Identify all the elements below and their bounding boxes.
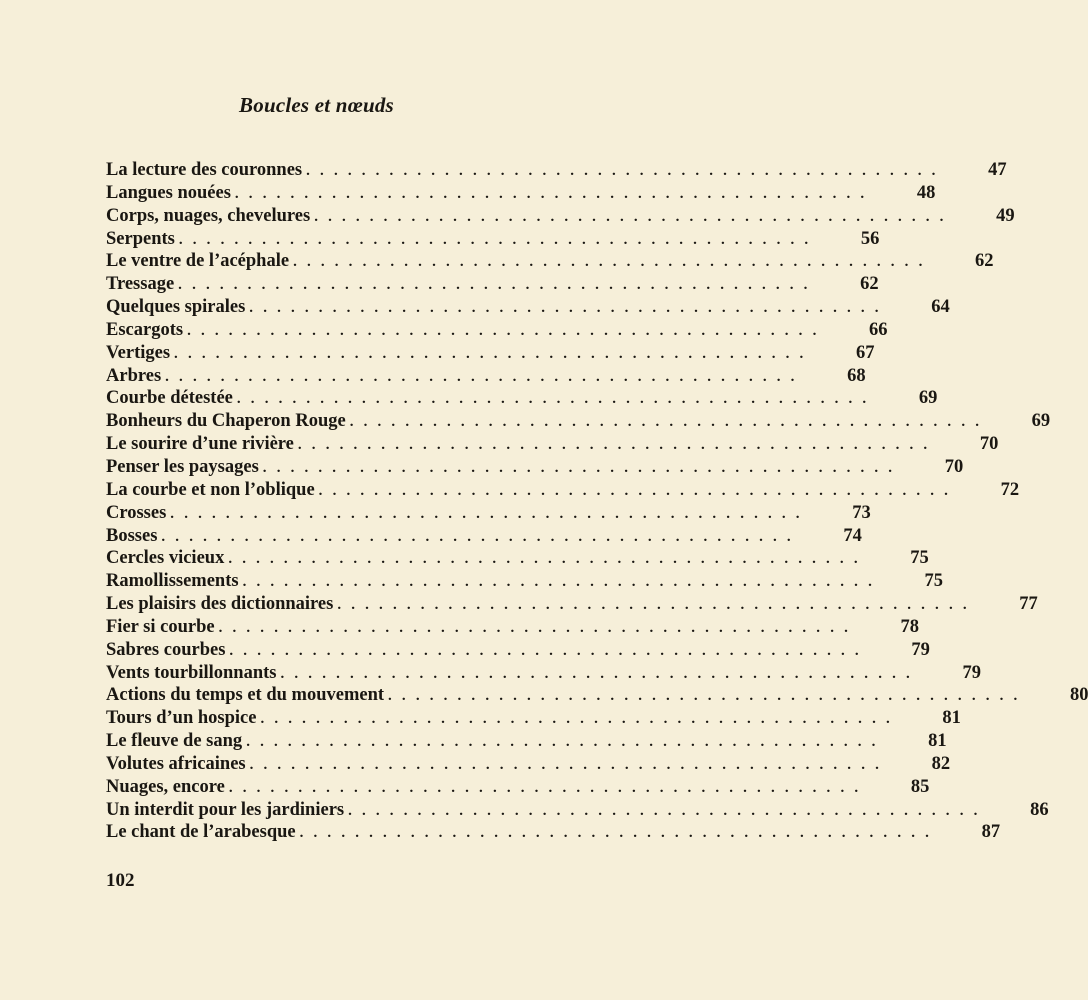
toc-dot-leader: . . . . . . . . . . . . . . . . . . . . . . . . . . . . . . . . . . . . . . . . . . . . . . [260,711,893,728]
toc-entry [106,616,920,640]
toc-entry-page: 68 [847,365,866,386]
toc-dot-leader: . . . . . . . . . . . . . . . . . . . . . . . . . . . . . . . . . . . . . . . . . . . . . . [297,437,931,454]
toc-entry-title: Vertiges [106,342,171,363]
toc-entry-title: Bosses [106,525,158,546]
toc-dot-leader: . . . . . . . . . . . . . . . . . . . . . . . . . . . . . . . . . . . . . . . . . . . . . . [229,642,862,659]
toc-entry-page: 48 [916,182,936,203]
toc-entry [106,776,930,800]
toc-entry [106,434,999,457]
toc-dot-leader: . . . . . . . . . . . . . . . . . . . . . . . . . . . . . . . . . . . . . . . . . . . . . . [170,505,803,522]
toc-entry [106,160,1007,183]
toc-entry-page: 75 [910,548,929,569]
toc-entry-page: 75 [924,571,944,592]
toc-dot-leader: . . . . . . . . . . . . . . . . . . . . . . . . . . . . . . . . . . . . . . . . . . . . . . [187,322,820,339]
toc-entry-page: 86 [1030,799,1049,820]
toc-entry-title: La lecture des couronnes [106,160,303,180]
toc-entry [106,456,964,480]
toc-entry [106,571,944,594]
toc-entry-title: Nuages, encore [106,776,225,797]
toc-entry-page: 72 [1000,479,1020,500]
toc-entry [106,297,950,320]
toc-entry [106,639,930,663]
toc-entry-page: 70 [944,456,964,477]
toc-dot-leader: . . . . . . . . . . . . . . . . . . . . . . . . . . . . . . . . . . . . . . . . . . . . . . [388,688,1021,705]
toc-entry [106,388,938,411]
toc-entry-page: 81 [928,731,947,752]
toc-entry [106,205,1015,229]
toc-entry-title: Cercles vicieux [106,548,225,569]
toc-entry [106,708,961,731]
toc-entry-page: 69 [1031,411,1051,432]
toc-entry-page: 82 [931,753,951,774]
toc-dot-leader: . . . . . . . . . . . . . . . . . . . . . . . . . . . . . . . . . . . . . . . . . . . . . . [262,459,896,476]
toc-entry-page: 49 [996,205,1015,226]
toc-entry-page: 85 [910,776,930,797]
toc-dot-leader: . . . . . . . . . . . . . . . . . . . . . . . . . . . . . . . . . . . . . . . . . . . . . . [293,254,926,271]
toc-dot-leader: . . . . . . . . . . . . . . . . . . . . . . . . . . . . . . . . . . . . . . . . . . . . . . [249,300,882,317]
toc-entry [106,342,875,366]
toc-entry-title: Crosses [106,502,167,523]
toc-dot-leader: . . . . . . . . . . . . . . . . . . . . . . . . . . . . . . . . . . . . . . . . . . . . . . [249,756,883,773]
toc-entry-page: 62 [975,251,994,272]
toc-entry-title: Tours d’un hospice [106,708,257,729]
toc-entry-title: Le sourire d’une rivière [106,434,294,455]
toc-dot-leader: . . . . . . . . . . . . . . . . . . . . . . . . . . . . . . . . . . . . . . . . . . . . . . [161,528,794,545]
table-of-contents [106,160,1088,845]
toc-entry [106,753,951,777]
toc-entry [106,274,879,297]
toc-entry-title: Fier si courbe [106,616,215,637]
toc-entry [106,525,862,549]
toc-entry-title: Sabres courbes [106,639,226,660]
toc-dot-leader: . . . . . . . . . . . . . . . . . . . . . . . . . . . . . . . . . . . . . . . . . . . . . . [228,551,861,568]
toc-dot-leader: . . . . . . . . . . . . . . . . . . . . . . . . . . . . . . . . . . . . . . . . . . . . . . [165,368,798,385]
toc-entry-page: 47 [988,160,1007,180]
toc-entry-page: 79 [962,662,981,683]
toc-entry-title: Penser les paysages [106,456,259,477]
toc-entry-title: Actions du temps et du mouvement [106,685,385,706]
toc-entry [106,228,880,252]
toc-entry-title: Ramollissements [106,571,239,592]
toc-entry-title: Courbe détestée [106,388,233,409]
toc-entry-title: Le ventre de l’acéphale [106,251,290,272]
toc-dot-leader: . . . . . . . . . . . . . . . . . . . . . . . . . . . . . . . . . . . . . . . . . . . . . . [337,597,970,614]
toc-entry [106,182,936,206]
toc-dot-leader: . . . . . . . . . . . . . . . . . . . . . . . . . . . . . . . . . . . . . . . . . . . . . . [349,414,983,431]
toc-dot-leader: . . . . . . . . . . . . . . . . . . . . . . . . . . . . . . . . . . . . . . . . . . . . . . [280,665,913,682]
page-number: 102 [106,870,135,891]
toc-dot-leader: . . . . . . . . . . . . . . . . . . . . . . . . . . . . . . . . . . . . . . . . . . . . . . [236,391,870,408]
toc-dot-leader: . . . . . . . . . . . . . . . . . . . . . . . . . . . . . . . . . . . . . . . . . . . . . . [228,779,862,796]
toc-entry-title: Escargots [106,319,184,340]
toc-entry [106,479,1020,503]
toc-dot-leader: . . . . . . . . . . . . . . . . . . . . . . . . . . . . . . . . . . . . . . . . . . . . . . [178,231,812,248]
toc-entry [106,662,981,686]
toc-entry-page: 66 [869,319,888,340]
toc-entry [106,799,1049,823]
toc-entry-title: Corps, nuages, chevelures [106,205,311,226]
toc-entry-title: Langues nouées [106,182,231,203]
toc-dot-leader: . . . . . . . . . . . . . . . . . . . . . . . . . . . . . . . . . . . . . . . . . . . . . . [318,482,952,499]
toc-dot-leader: . . . . . . . . . . . . . . . . . . . . . . . . . . . . . . . . . . . . . . . . . . . . . . [246,734,879,751]
toc-dot-leader: . . . . . . . . . . . . . . . . . . . . . . . . . . . . . . . . . . . . . . . . . . . . . . [242,574,876,591]
toc-dot-leader: . . . . . . . . . . . . . . . . . . . . . . . . . . . . . . . . . . . . . . . . . . . . . . [314,208,947,225]
toc-entry-page: 77 [1019,594,1038,615]
toc-dot-leader: . . . . . . . . . . . . . . . . . . . . . . . . . . . . . . . . . . . . . . . . . . . . . . [178,277,811,294]
toc-entry-page: 62 [860,274,879,295]
toc-entry-title: Tressage [106,274,175,295]
toc-entry-page: 67 [856,342,875,363]
toc-entry-page: 69 [918,388,938,409]
toc-entry-title: Volutes africaines [106,753,246,774]
toc-entry [106,685,1088,708]
toc-entry-title: Le fleuve de sang [106,731,243,752]
toc-entry-page: 56 [860,228,880,249]
toc-entry [106,251,994,274]
toc-entry-page: 73 [852,502,871,523]
toc-entry-title: Les plaisirs des dictionnaires [106,594,334,615]
toc-entry-title: Vents tourbillonnants [106,662,277,683]
toc-entry-page: 74 [843,525,862,546]
toc-entry [106,319,888,343]
toc-dot-leader: . . . . . . . . . . . . . . . . . . . . . . . . . . . . . . . . . . . . . . . . . . . . . . [234,185,868,202]
toc-dot-leader: . . . . . . . . . . . . . . . . . . . . . . . . . . . . . . . . . . . . . . . . . . . . . . [299,825,933,842]
section-title: Boucles et nœuds [239,93,394,117]
toc-dot-leader: . . . . . . . . . . . . . . . . . . . . . . . . . . . . . . . . . . . . . . . . . . . . . . [218,619,852,636]
toc-entry [106,594,1038,617]
toc-entry-title: La courbe et non l’oblique [106,479,315,500]
toc-entry [106,411,1051,434]
toc-entry-page: 64 [931,297,950,318]
toc-entry-page: 81 [942,708,961,729]
toc-entry-page: 70 [979,434,999,455]
toc-entry-page: 78 [900,616,920,637]
toc-entry [106,731,947,754]
toc-entry [106,548,929,571]
toc-entry [106,822,1001,845]
toc-entry [106,502,871,526]
toc-entry-page: 79 [911,639,930,660]
toc-entry [106,365,866,389]
toc-entry-title: Bonheurs du Chaperon Rouge [106,411,346,432]
toc-entry-page: 87 [981,822,1001,843]
toc-entry-page: 80 [1069,685,1088,706]
toc-entry-title: Quelques spirales [106,297,246,318]
toc-entry-title: Serpents [106,228,175,249]
toc-entry-title: Le chant de l’arabesque [106,822,296,843]
toc-dot-leader: . . . . . . . . . . . . . . . . . . . . . . . . . . . . . . . . . . . . . . . . . . . . . . [306,163,939,179]
toc-entry-title: Arbres [106,365,162,386]
toc-entry-title: Un interdit pour les jardiniers [106,799,345,820]
toc-dot-leader: . . . . . . . . . . . . . . . . . . . . . . . . . . . . . . . . . . . . . . . . . . . . . . [174,345,807,362]
toc-dot-leader: . . . . . . . . . . . . . . . . . . . . . . . . . . . . . . . . . . . . . . . . . . . . . . [348,802,981,819]
